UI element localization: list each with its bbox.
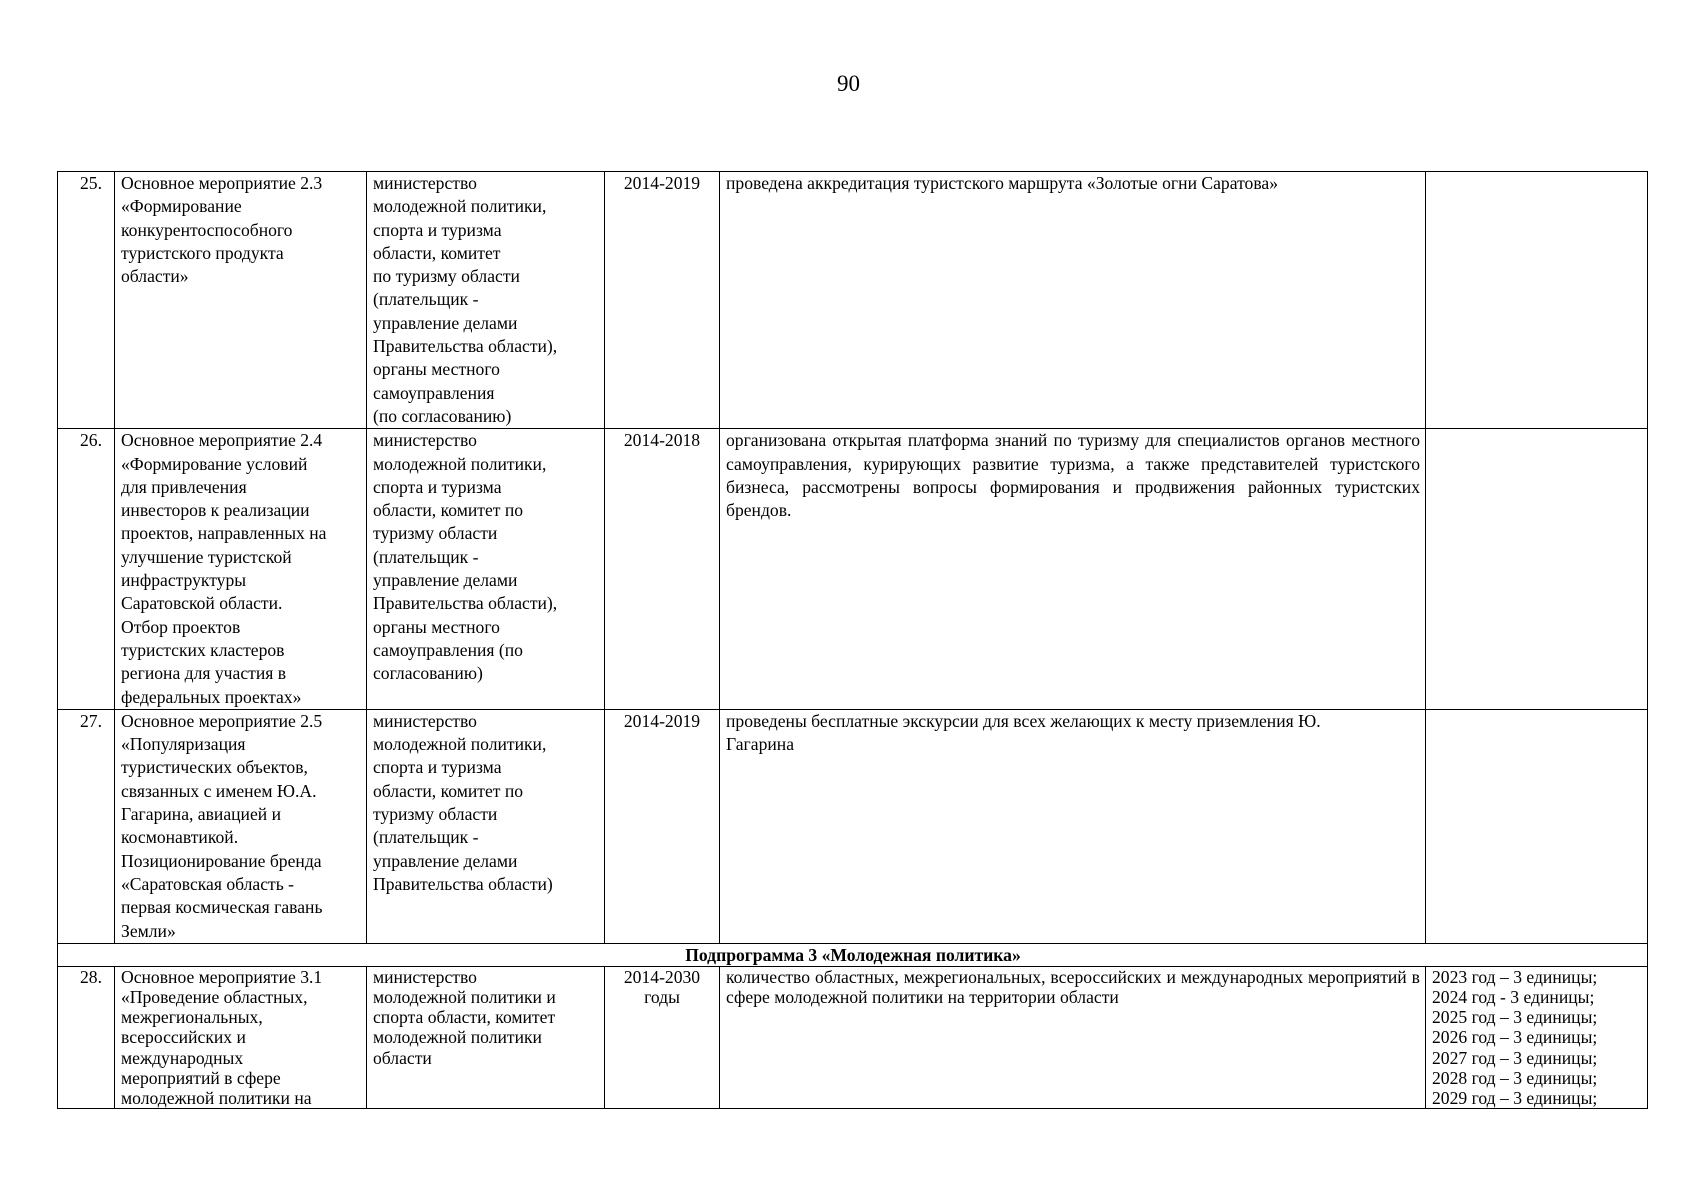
value-line: 2027 год – 3 единицы; (1432, 1047, 1598, 1068)
period-cell: 2014-2018 (605, 429, 720, 710)
table-row (58, 709, 1648, 943)
value-line: 2026 год – 3 единицы; (1432, 1027, 1598, 1048)
values-cell (1426, 966, 1648, 1108)
program-activities-table (57, 171, 1648, 1109)
value-line: 2024 год - 3 единицы; (1432, 987, 1595, 1007)
table-row (58, 966, 1648, 1108)
row-number: 28. (58, 966, 115, 1108)
row-number: 27. (58, 709, 115, 943)
activity-cell: Основное мероприятие 2.3 «Формирование конкурентоспособного туристского продукта области» (115, 172, 367, 429)
section-title: Подпрограмма 3 «Молодежная политика» (58, 943, 1648, 966)
result-cell: проведены бесплатные экскурсии для всех желающих к месту приземления Ю. Гагарина (720, 709, 1426, 943)
value-line: 2025 год – 3 единицы; (1432, 1007, 1598, 1028)
period-cell: 2014-2019 (605, 709, 720, 943)
section-header-row (58, 943, 1648, 966)
values-cell (1426, 172, 1648, 429)
executor-cell: министерство молодежной политики и спорта области, комитет молодежной политики области (367, 966, 605, 1108)
table-row (58, 429, 1648, 710)
row-number: 25. (58, 172, 115, 429)
executor-cell: министерство молодежной политики, спорта и туризма области, комитет по туризму области (плательщик - управление делами Правительства области), органы местного самоуправления (по согласованию) (367, 172, 605, 429)
value-line: 2028 год – 3 единицы; (1432, 1067, 1598, 1088)
result-cell: количество областных, межрегиональных, всероссийских и международных мероприятий в сфере молодежной политики на территории области (720, 966, 1426, 1108)
value-line: 2023 год – 3 единицы; (1432, 966, 1598, 987)
value-line: 2029 год – 3 единицы; (1432, 1088, 1598, 1109)
period-cell: 2014-2019 (605, 172, 720, 429)
activity-cell: Основное мероприятие 2.4 «Формирование условий для привлечения инвесторов к реализации проектов, направленных на улучшение туристской инфраструктуры Саратовской области. Отбор проектов туристских кластеров региона для участия в федеральных проектах» (115, 429, 367, 710)
table-row (58, 172, 1648, 429)
page-number: 90 (837, 71, 860, 96)
period-cell: 2014-2030 годы (605, 966, 720, 1108)
executor-cell: министерство молодежной политики, спорта и туризма области, комитет по туризму области (плательщик - управление делами Правительства области), органы местного самоуправления (по согласованию) (367, 429, 605, 710)
values-cell (1426, 429, 1648, 710)
activity-cell: Основное мероприятие 2.5 «Популяризация туристических объектов, связанных с именем Ю.А. Гагарина, авиацией и космонавтикой. Позиционирование бренда «Саратовская область - первая космическая гавань Земли» (115, 709, 367, 943)
activity-cell: Основное мероприятие 3.1 «Проведение областных, межрегиональных, всероссийских и международных мероприятий в сфере молодежной политики на (115, 966, 367, 1108)
result-cell: организована открытая платформа знаний по туризму для специалистов органов местного самоуправления, курирующих развитие туризма, а также представителей туристского бизнеса, рассмотрены вопросы формирования и продвижения районных туристских брендов. (720, 429, 1426, 710)
executor-cell: министерство молодежной политики, спорта и туризма области, комитет по туризму области (плательщик - управление делами Правительства области) (367, 709, 605, 943)
values-cell (1426, 709, 1648, 943)
row-number: 26. (58, 429, 115, 710)
result-cell: проведена аккредитация туристского маршрута «Золотые огни Саратова» (720, 172, 1426, 429)
